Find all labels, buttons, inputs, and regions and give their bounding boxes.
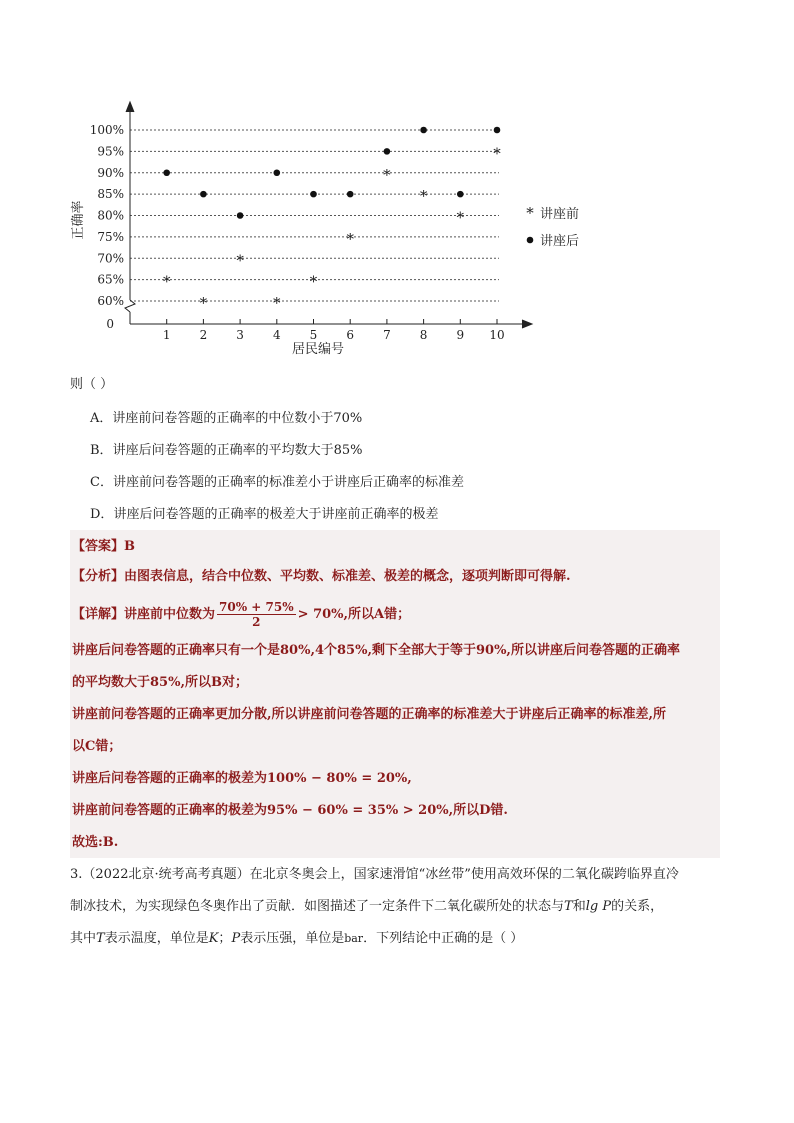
y-tick-label: 60%: [97, 294, 124, 308]
after-lecture-point: [420, 127, 427, 134]
after-lecture-point: [274, 169, 281, 176]
next-question-line-3: [70, 930, 523, 948]
before-lecture-point: *: [346, 229, 354, 248]
option-b-letter: B．: [90, 443, 113, 458]
y-tick-label: 90%: [97, 165, 124, 180]
x-tick-label: 4: [272, 328, 281, 342]
before-lecture-point: *: [383, 165, 391, 184]
detail-intro: 讲座前中位数为: [124, 607, 216, 622]
x-axis-arrow-icon: [522, 320, 532, 328]
detail-label: 【详解】: [72, 607, 125, 622]
detail-after-fraction: > 70%,所以A错；: [297, 607, 411, 622]
next-question-line-1: 3.（2022北京·统考高考真题）在北京冬奥会上，国家速滑馆“冰丝带”使用高效环保的二氧化碳跨临界直冷: [70, 867, 679, 882]
detail-line-2: 讲座后问卷答题的正确率只有一个是80%,4个85%,剩下全部大于等于90%,所以讲座后问卷答题的正确率: [72, 643, 680, 658]
nq3-K: K: [208, 931, 219, 946]
detail-line-5: 以C错；: [72, 739, 122, 754]
x-tick-label: 8: [419, 328, 428, 342]
nq3-d: 表示压强，单位是: [240, 931, 345, 946]
y-axis-label: 正确率: [71, 200, 86, 240]
after-lecture-point: [384, 148, 391, 155]
nq3-T: T: [96, 931, 105, 946]
option-c[interactable]: [90, 474, 464, 492]
before-lecture-point: *: [273, 294, 281, 312]
y-tick-label: 70%: [97, 251, 124, 266]
nq3-e: ．下列结论中正确的是（ ）: [363, 931, 524, 946]
detail-line-8: 故选:B.: [72, 835, 119, 850]
before-lecture-point: *: [493, 144, 501, 163]
nq2-T: T: [564, 899, 573, 914]
legend-dot-icon: [527, 237, 534, 244]
nq2-and: 和: [572, 899, 586, 914]
nq3-a: 其中: [70, 931, 97, 946]
scatter-chart: [60, 90, 620, 370]
after-lecture-point: [494, 127, 501, 134]
option-b[interactable]: [90, 442, 362, 460]
x-tick-labels: [163, 328, 505, 342]
before-lecture-point: *: [309, 272, 318, 291]
analysis-text: 由图表信息，结合中位数、平均数、标准差、极差的概念，逐项判断即可得解.: [124, 569, 571, 584]
x-tick-label: 2: [199, 328, 208, 342]
nq3-b: 表示温度，单位是: [104, 931, 209, 946]
before-lecture-point: *: [162, 272, 171, 291]
y-tick-label: 65%: [97, 272, 124, 287]
nq3-bar: bar: [344, 932, 364, 945]
detail-line-7: 讲座前问卷答题的正确率的极差为95% − 60% = 35% > 20%,所以D错.: [72, 803, 508, 818]
fraction-numerator: 70% + 75%: [219, 600, 294, 614]
option-a-letter: A．: [90, 411, 113, 426]
y-tick-labels: [90, 123, 124, 331]
before-lecture-point: *: [236, 251, 244, 270]
nq2-text: 制冰技术，为实现绿色冬奥作出了贡献．如图描述了一定条件下二氧化碳所处的状态与: [70, 899, 565, 914]
x-tick-label: 7: [383, 328, 391, 342]
option-c-letter: C．: [90, 475, 113, 490]
y-tick-label: 80%: [97, 208, 124, 223]
nq3-c: ；: [218, 931, 232, 946]
after-lecture-point: [200, 191, 207, 198]
option-c-text: 讲座前问卷答题的正确率的标准差小于讲座后正确率的标准差: [112, 475, 464, 490]
y-tick-label: 75%: [97, 229, 124, 244]
option-d-letter: D．: [90, 507, 114, 522]
option-a-text: 讲座前问卷答题的正确率的中位数小于70%: [112, 411, 363, 426]
analysis-line: [72, 568, 571, 586]
answer-label: 【答案】: [72, 539, 125, 554]
y-axis-arrow-icon: [126, 102, 134, 112]
detail-line-3: 的平均数大于85%,所以B对；: [72, 675, 248, 690]
nq2-end: 的关系，: [611, 899, 664, 914]
detail-line-1: [72, 598, 410, 632]
median-fraction: [217, 600, 296, 629]
y-zero-label: 0: [106, 317, 114, 331]
after-lecture-point: [310, 191, 317, 198]
y-tick-label: 95%: [97, 144, 124, 159]
detail-line-4: 讲座前问卷答题的正确率更加分散,所以讲座前问卷答题的正确率的标准差大于讲座后正确率的标准差,所: [72, 707, 667, 722]
x-tick-label: 1: [162, 328, 171, 342]
x-axis-label: 居民编号: [291, 342, 345, 357]
nq2-lgP: lg P: [585, 899, 612, 914]
before-lecture-point: *: [199, 294, 208, 312]
x-tick-label: 6: [346, 328, 355, 342]
answer-value: B: [124, 539, 136, 554]
detail-line-6: 讲座后问卷答题的正确率的极差为100% − 80% = 20%,: [72, 771, 412, 786]
x-tick-label: 10: [489, 328, 505, 342]
axis-break-icon: [125, 300, 135, 312]
data-marks: [163, 127, 501, 312]
fraction-denominator: 2: [252, 615, 261, 629]
analysis-label: 【分析】: [72, 569, 125, 584]
nq3-P: P: [231, 931, 241, 946]
question-stem: 则（ ）: [70, 377, 114, 392]
after-lecture-point: [457, 191, 464, 198]
x-tick-label: 3: [236, 328, 244, 342]
option-a[interactable]: [90, 410, 362, 428]
legend: [526, 204, 579, 249]
after-lecture-point: [237, 212, 244, 219]
option-b-text: 讲座后问卷答题的正确率的平均数大于85%: [112, 443, 363, 458]
before-lecture-point: *: [456, 208, 465, 227]
legend-label-after: 讲座后: [540, 234, 580, 249]
x-tick-label: 9: [456, 328, 465, 342]
after-lecture-point: [163, 169, 170, 176]
x-tick-label: 5: [309, 328, 318, 342]
y-tick-label: 85%: [97, 187, 124, 202]
option-d[interactable]: [90, 506, 438, 524]
legend-label-before: 讲座前: [540, 207, 580, 222]
after-lecture-point: [347, 191, 354, 198]
answer-line: [72, 538, 135, 556]
next-question-line-2: [70, 898, 663, 916]
y-tick-label: 100%: [89, 123, 124, 137]
option-d-text: 讲座后问卷答题的正确率的极差大于讲座前正确率的极差: [113, 507, 439, 522]
legend-star-icon: *: [526, 204, 534, 222]
before-lecture-point: *: [419, 187, 428, 206]
